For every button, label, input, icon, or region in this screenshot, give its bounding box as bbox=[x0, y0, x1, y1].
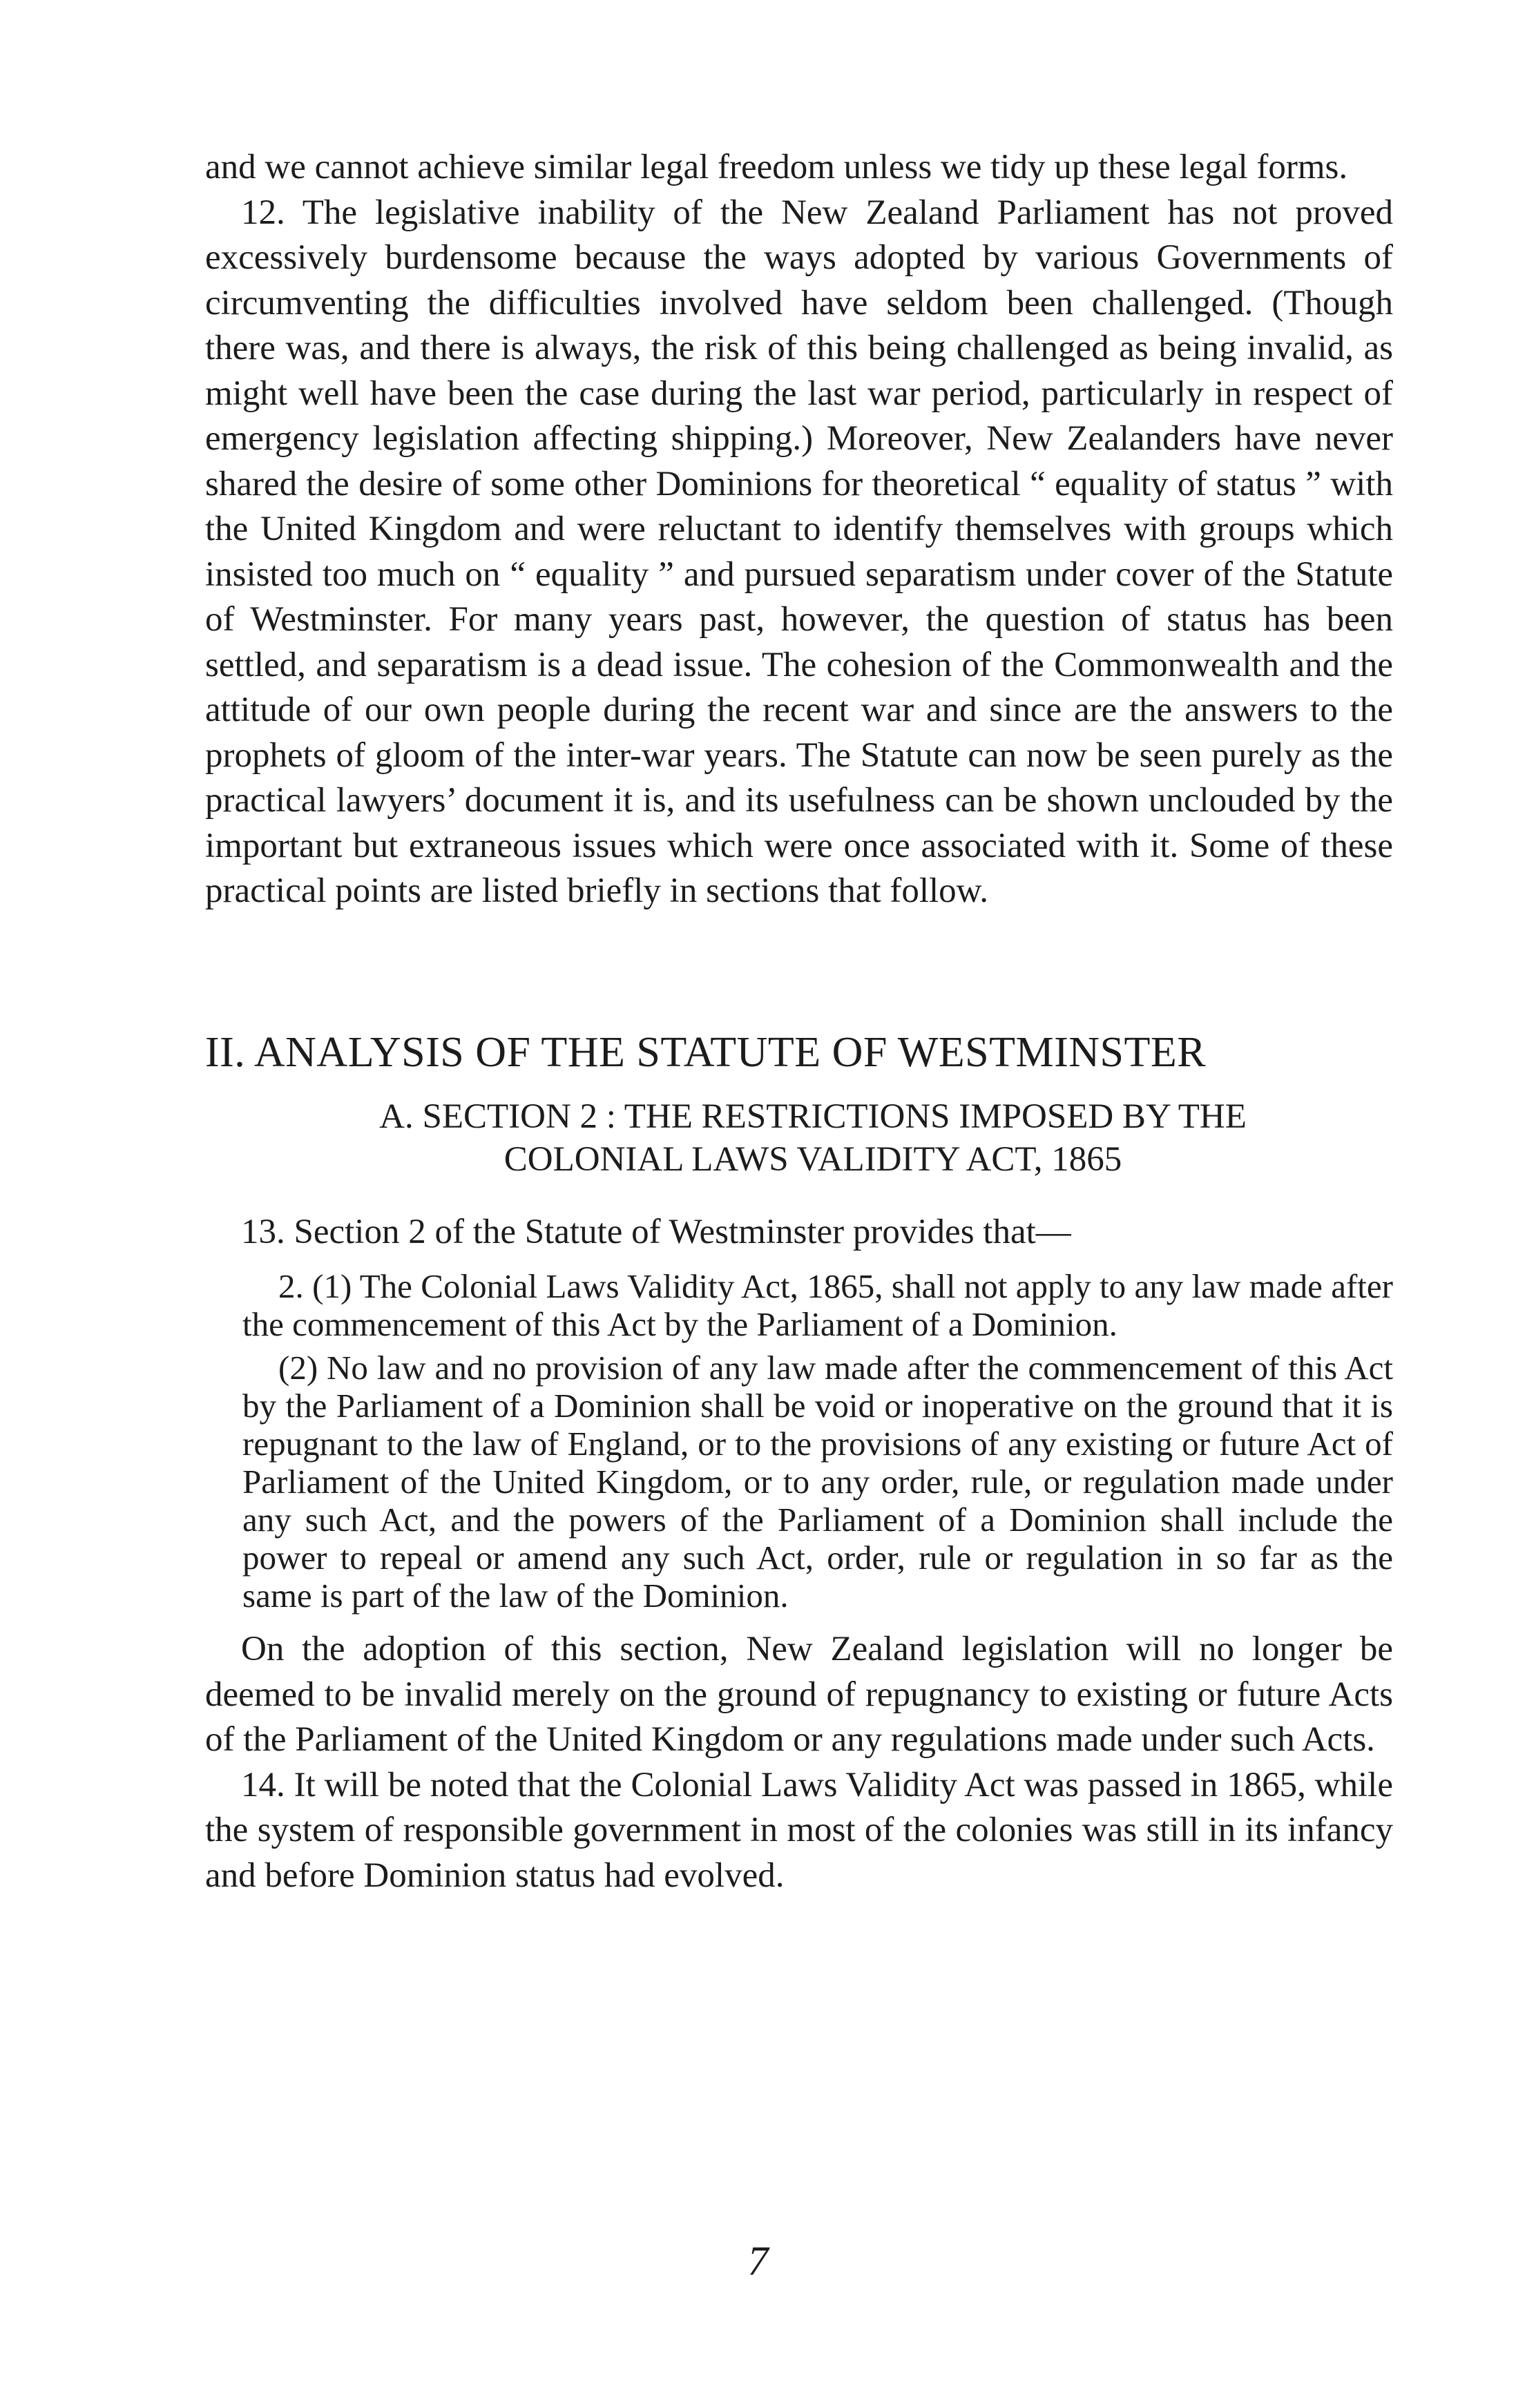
quote-subsection-2: (2) No law and no provision of any law made after the commencement of this Act by the Parliament of a Dominion shall be void or inoperative on the ground that it is repugnant to the law of England, or to the provisions of any existing or future Act of Parliament of the United Kingdom, or to any order, rule, or regulation made under any such Act, and the powers of the Parliament of a Dominion shall include the power to repeal or amend any such Act, order, rule or regulation in so far as the same is part of the law of the Dominion. bbox=[242, 1349, 1393, 1615]
subheading-line-1: A. SECTION 2 : THE RESTRICTIONS IMPOSED BY THE bbox=[379, 1097, 1247, 1136]
page-number: 7 bbox=[747, 2238, 769, 2284]
statute-quotation bbox=[242, 1267, 1393, 1615]
document-page bbox=[205, 145, 1393, 1898]
paragraph-14: 14. It will be noted that the Colonial Laws Validity Act was passed in 1865, while the system of responsible government in most of the colonies was still in its infancy and before Dominion status had evolved. bbox=[205, 1765, 1393, 1895]
paragraph-13-continued: On the adoption of this section, New Zealand legislation will no longer be deemed to be invalid merely on the ground of repugnancy to existing or future Acts of the Parliament of the United Kingdom or any regulations made under such Acts. bbox=[205, 1630, 1393, 1759]
section-heading: II. ANALYSIS OF THE STATUTE OF WESTMINSTER bbox=[205, 1028, 1207, 1076]
quote-subsection-1: 2. (1) The Colonial Laws Validity Act, 1865, shall not apply to any law made after the commencement of this Act by the Parliament of a Dominion. bbox=[242, 1267, 1393, 1343]
subheading-line-2: COLONIAL LAWS VALIDITY ACT, 1865 bbox=[503, 1139, 1122, 1179]
paragraph-13: 13. Section 2 of the Statute of Westminster provides that— bbox=[241, 1212, 1071, 1251]
subsection-heading bbox=[205, 1095, 1393, 1181]
paragraph-continued: and we cannot achieve similar legal freedom unless we tidy up these legal forms. bbox=[205, 148, 1348, 186]
paragraph-12: 12. The legislative inability of the New Zealand Parliament has not proved excessively burdensome because the ways adopted by various Governments of circumventing the difficulties involved have seldom been challenged. (Though there was, and there is always, the risk of this being challenged as being invalid, as might well have been the case during the last war period, particularly in respect of emergency legislation affecting shipping.) Moreover, New Zealanders have never shared the desire of some other Dominions for theoretical “ equality of status ” with the United Kingdom and were reluctant to identify themselves with groups which insisted too much on “ equality ” and pursued separatism under cover of the Statute of Westminster. For many years past, however, the question of status has been settled, and separatism is a dead issue. The cohesion of the Commonwealth and the attitude of our own people during the recent war and since are the answers to the prophets of gloom of the inter-war years. The Statute can now be seen purely as the practical lawyers’ document it is, and its usefulness can be shown unclouded by the important but extraneous issues which were once associated with it. Some of these practical points are listed briefly in sections that follow. bbox=[205, 193, 1393, 910]
